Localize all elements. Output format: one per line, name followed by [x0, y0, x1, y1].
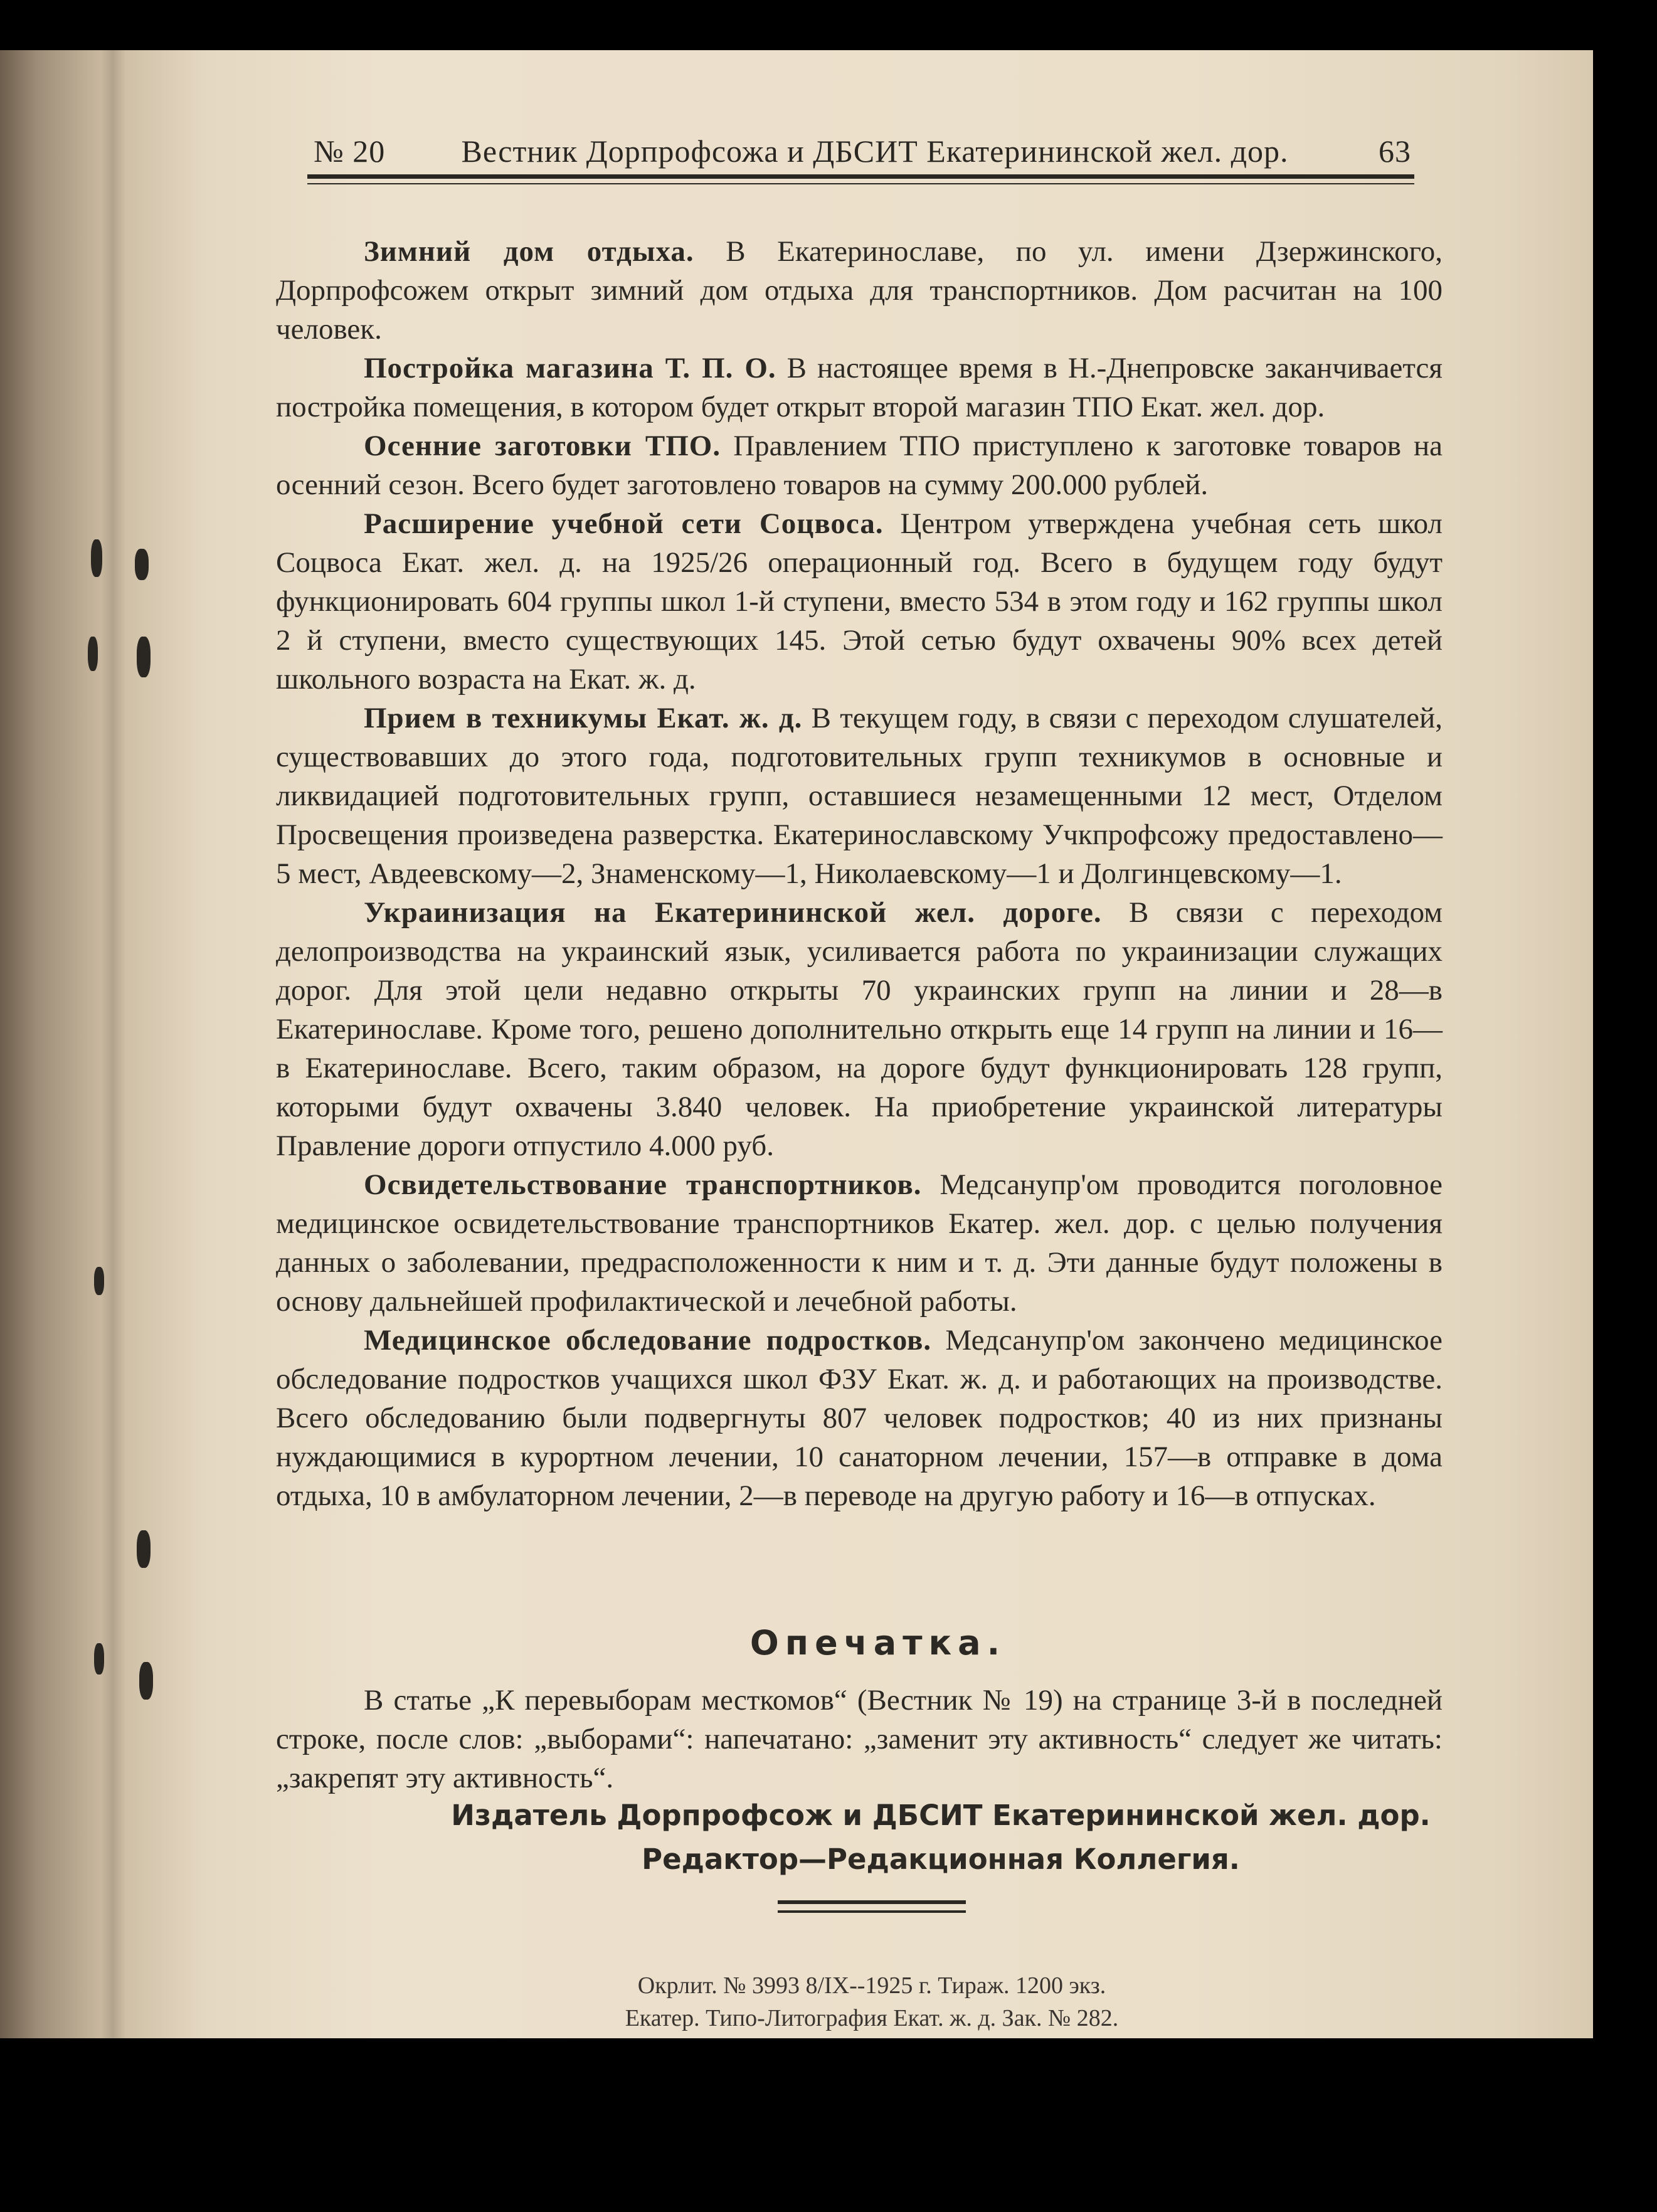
article — [276, 893, 1443, 1165]
article-title: Осенние заготовки ТПО. — [364, 430, 721, 462]
imprint-block — [314, 1969, 1430, 2035]
article — [276, 1321, 1443, 1515]
article-title: Зимний дом отдыха. — [364, 235, 694, 268]
margin-blot — [94, 1643, 104, 1675]
issue-number: № 20 — [314, 134, 386, 169]
margin-blot — [135, 549, 149, 580]
publisher-line: Издатель Дорпрофсож и ДБСИТ Екатерининской жел. дор. — [451, 1799, 1431, 1832]
closing-rule — [778, 1900, 966, 1904]
publisher-block — [376, 1794, 1505, 1881]
article-text: В связи с переходом делопроизводства на украинский язык, усиливается работа по украинизации служащих дорог. Для этой цели недавно открыты 70 украинских групп на линии и 28—в Екатеринославе. Кроме того, решено дополнительно открыть еще 14 групп на линии и 16—в Екатеринославе. Всего, таким образом, на дороге будут функционировать 128 групп, которыми будут охвачены 3.840 человек. На приобретение украинской литературы Правление дороги отпустило 4.000 руб. — [276, 896, 1443, 1162]
article — [276, 426, 1443, 504]
margin-blot — [91, 539, 102, 577]
article-text: Правлением ТПО приступлено к заготовке товаров на осенний сезон. Всего будет заготовлено товаров на сумму 200.000 рублей. — [276, 430, 1443, 501]
imprint-line: Окрлит. № 3993 8/IX--1925 г. Тираж. 1200 экз. — [637, 1972, 1106, 1999]
article-title: Освидетельствование транспортников. — [364, 1168, 922, 1201]
page-fold-shadow — [100, 50, 125, 2038]
article — [276, 1165, 1443, 1321]
article — [276, 504, 1443, 699]
article — [276, 232, 1443, 349]
journal-title: Вестник Дорпрофсожа и ДБСИТ Екатерининской жел. дор. — [461, 134, 1289, 169]
margin-blot — [137, 1530, 151, 1568]
article-text: В настоящее время в Н.-Днепровске заканчивается постройка помещения, в котором будет открыт второй магазин ТПО Екат. жел. дор. — [276, 352, 1443, 423]
page-number: 63 — [1379, 134, 1411, 169]
header-rule-thin — [307, 183, 1414, 184]
margin-blot — [139, 1662, 153, 1700]
article-text: Центром утверждена учебная сеть школ Соцвоса Екат. жел. д. на 1925/26 операционный год. Всего в будущем году будут функционировать 604 группы школ 1-й ступени, вместо 534 в этом году и 162 группы школ 2 й ступени, вместо существующих 145. Этой сетью будут охвачены 90% всех детей школьного возраста на Екат. ж. д. — [276, 507, 1443, 696]
article — [276, 349, 1443, 426]
header-rule — [307, 174, 1414, 179]
article-text: Медсанупр'ом закончено медицинское обследование подростков учащихся школ ФЗУ Екат. ж. д. и работающих на производстве. Всего обследованию были подвергнуты 807 человек подростков; 40 из них признаны нуждающимися в курортном лечении, 10 санаторном лечении, 157—в отправке в дома отдыха, 10 в амбулаторном лечении, 2—в переводе на другую работу и 16—в отпусках. — [276, 1324, 1443, 1512]
errata-section — [276, 1681, 1443, 1797]
margin-blot — [137, 637, 151, 677]
margin-blot — [94, 1267, 104, 1295]
news-column — [276, 232, 1443, 1515]
article-text: В текущем году, в связи с переходом слушателей, существовавших до этого года, подготовительных групп техникумов в основные и ликвидацией подготовительных групп, оставшиеся незамещенными 12 мест, Отделом Просвещения произведена разверстка. Екатеринославскому Учкпрофсожу предоставлено—5 мест, Авдеевскому—2, Знаменскому—1, Николаевскому—1 и Долгинцевскому—1. — [276, 702, 1443, 890]
errata-heading: Опечатка. — [749, 1623, 1007, 1663]
errata-text: В статье „К перевыборам месткомов“ (Вестник № 19) на странице 3-й в последней строке, после слов: „выборами“: напечатано: „заменит эту активность“ следует же читать: „закрепят эту активность“. — [276, 1684, 1443, 1794]
margin-blot — [88, 637, 98, 671]
article-text: В Екатеринославе, по ул. имени Дзержинского, Дорпрофсожем открыт зимний дом отдыха для транспортников. Дом расчитан на 100 человек. — [276, 235, 1443, 346]
closing-rule-thin — [778, 1910, 966, 1913]
editor-line: Редактор—Редакционная Коллегия. — [642, 1843, 1240, 1876]
article-title: Прием в техникумы Екат. ж. д. — [364, 702, 803, 734]
article-text: Медсанупр'ом проводится поголовное медицинское освидетельствование транспортников Екатер. жел. дор. с целью получения данных о заболевании, предрасположенности к ним и т. д. Эти данные будут положены в основу дальнейшей профилактической и лечебной работы. — [276, 1168, 1443, 1318]
imprint-line: Екатер. Типо-Литография Екат. ж. д. Зак. № 282. — [625, 2005, 1119, 2031]
article-title: Медицинское обследование подростков. — [364, 1324, 932, 1357]
running-header — [314, 100, 1411, 169]
article-title: Расширение учебной сети Соцвоса. — [364, 507, 884, 540]
article — [276, 699, 1443, 893]
article-title: Постройка магазина Т. П. О. — [364, 352, 776, 384]
article-title: Украинизация на Екатерининской жел. дороге. — [364, 896, 1102, 929]
